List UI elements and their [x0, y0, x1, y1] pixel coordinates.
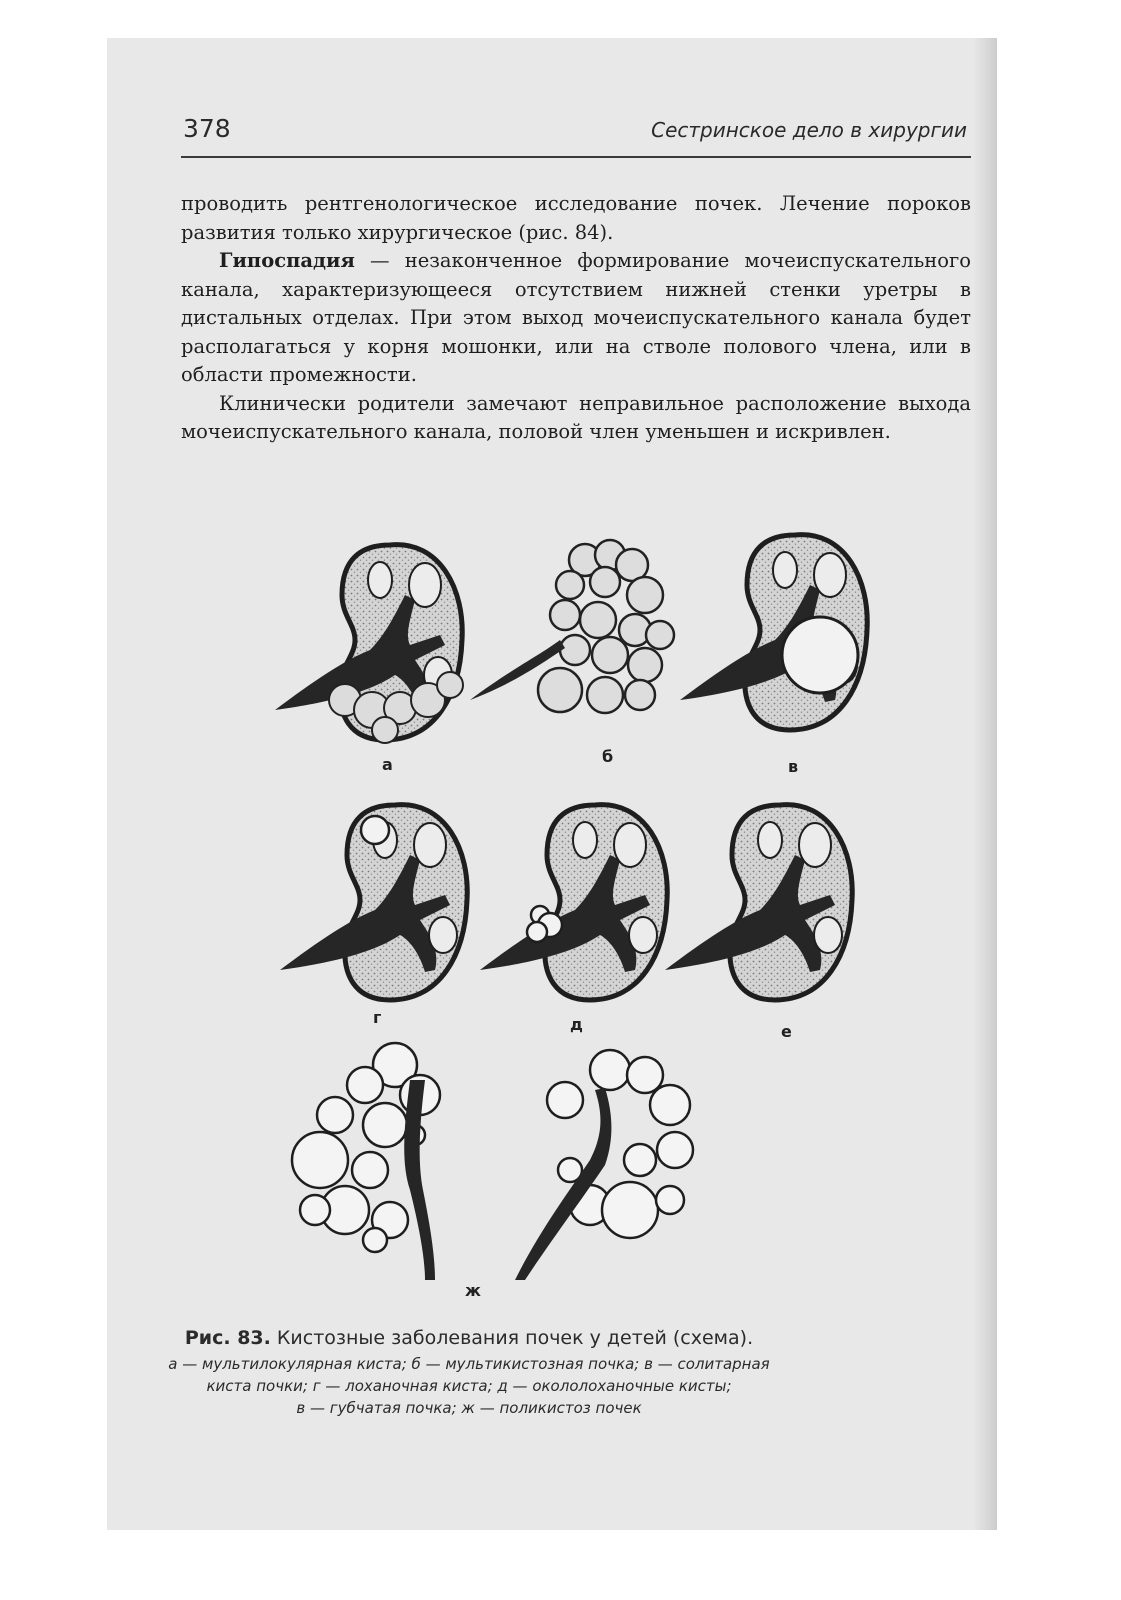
paragraph-2-text: — незаконченное формирование мочеиспускательного канала, характеризующееся отсутствием нижней стенки уретры в дистальных отделах. При этом выход мочеиспускательного канала будет располагаться у корня мошонки, или на стволе полового члена, или в области промежности.: [181, 249, 971, 386]
caption-title: [74, 1325, 864, 1351]
figure-caption: [74, 1325, 864, 1419]
kidney-v-solitary-cyst: [680, 535, 867, 730]
caption-legend-line-2: киста почки; г — лоханочная киста; д — окололоханочные кисты;: [206, 1377, 732, 1395]
kidney-e-sponge-kidney: [665, 805, 852, 1000]
label-v: в: [788, 757, 799, 776]
paragraph-3: Клинически родители замечают неправильное расположение выхода мочеиспускательного канала, половой член уменьшен и искривлен.: [181, 391, 971, 443]
page-number: 378: [183, 114, 231, 143]
kidney-a-multilocular-cyst: [275, 545, 463, 743]
caption-legend-line-3: в — губчатая почка; ж — поликистоз почек: [296, 1399, 642, 1417]
kidney-zh-polycystic-right: [515, 1050, 693, 1280]
caption-number: Рис. 83.: [184, 1327, 271, 1349]
caption-title-text: Кистозные заболевания почек у детей (схема).: [270, 1327, 754, 1349]
kidney-b-multicystic: [470, 540, 674, 713]
label-b: б: [602, 747, 614, 766]
label-g: г: [373, 1008, 382, 1027]
running-title: Сестринское дело в хирургии: [651, 118, 967, 142]
kidney-zh-polycystic-left: [292, 1043, 440, 1280]
label-zh: ж: [465, 1281, 481, 1300]
kidney-g-pelvic-cyst: [280, 805, 467, 1000]
label-a: а: [382, 755, 393, 774]
label-d: д: [570, 1015, 583, 1034]
kidney-d-peripelvic-cysts: [480, 805, 667, 1000]
paragraph-1: проводить рентгенологическое исследование почек. Лечение пороков развития только хирургическое (рис. 84).: [181, 192, 971, 244]
label-e: е: [781, 1022, 792, 1041]
term-hypospadias: Гипоспадия: [219, 249, 355, 272]
caption-legend-line-1: а — мультилокулярная киста; б — мультикистозная почка; в — солитарная: [168, 1355, 770, 1373]
